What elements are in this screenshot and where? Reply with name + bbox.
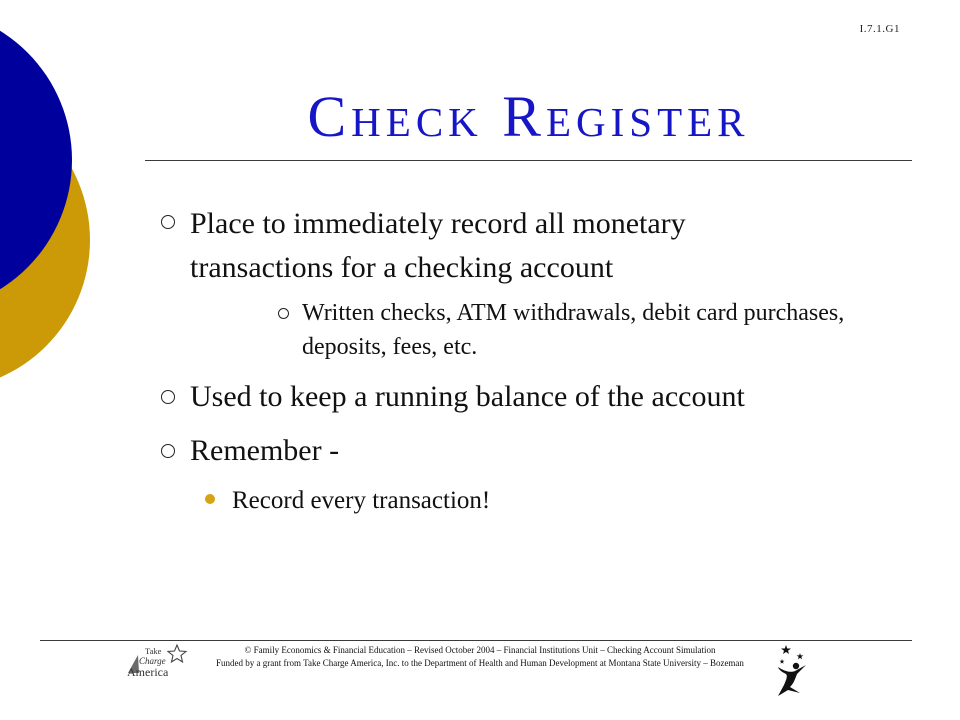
take-charge-america-logo [124,643,190,679]
slide-code: I.7.1.G1 [859,23,900,35]
sub-bullet-2-line-1: Record every transaction! [232,487,491,514]
footer-divider [40,640,912,641]
bullet-1-marker [161,215,175,229]
bullet-1-line-1: Place to immediately record all monetary [190,207,686,240]
logo-text-take: Take [145,646,162,656]
bullet-3-line-1: Remember - [190,434,340,467]
bullet-2-line-1: Used to keep a running balance of the account [190,380,745,413]
title-divider [145,160,912,161]
bullet-1-line-2: transactions for a checking account [190,251,614,284]
sub-bullet-2-dot-marker [205,494,215,504]
logo-text-charge: Charge [139,656,166,666]
star-icon [168,645,186,662]
footer-funding: Funded by a grant from Take Charge America, Inc. to the Department of Health and Human Development at Montana State University – Bozeman [216,658,744,668]
star-figure-icon [770,643,814,699]
footer-copyright: © Family Economics & Financial Education – Revised October 2004 – Financial Institutions Unit – Checking Account Simulation [244,645,716,655]
logo-text-america: America [127,665,169,679]
sub-bullet-1-marker [278,308,289,319]
bullet-3-marker [161,444,175,458]
sub-bullet-1-line-1: Written checks, ATM withdrawals, debit card purchases, [302,300,845,326]
bullet-2-marker [161,390,175,404]
slide-title: Check Register [307,84,750,149]
sub-bullet-1-line-2: deposits, fees, etc. [302,334,478,360]
